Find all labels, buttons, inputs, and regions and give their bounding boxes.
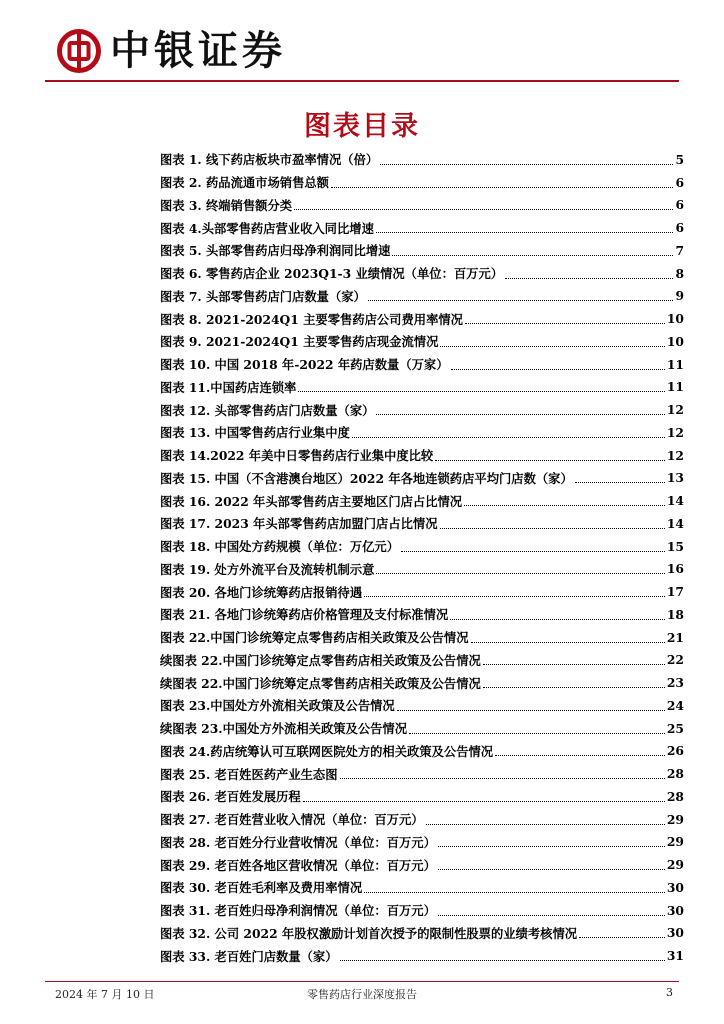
toc-entry-page[interactable]: 9	[675, 288, 684, 304]
toc-dot-leader	[376, 404, 664, 415]
toc-entry-label[interactable]: 图表 1. 线下药店板块市盈率情况（倍）	[160, 152, 379, 168]
toc-entry[interactable]	[160, 740, 684, 763]
toc-dot-leader	[380, 154, 673, 165]
footer-report-title: 零售药店行业深度报告	[307, 988, 417, 1001]
toc-entry[interactable]	[160, 285, 684, 308]
toc-dot-leader	[505, 268, 673, 279]
toc-dot-leader	[438, 905, 665, 916]
toc-entry[interactable]	[160, 489, 684, 512]
toc-entry[interactable]	[160, 649, 684, 672]
footer-date: 2024 年 7 月 10 日	[55, 988, 155, 1001]
toc-entry-label[interactable]: 图表 7. 头部零售药店门店数量（家）	[160, 288, 366, 304]
toc-entry[interactable]	[160, 216, 684, 239]
toc-entry-page[interactable]: 11	[666, 356, 684, 372]
toc-entry-page[interactable]: 30	[666, 925, 684, 941]
toc-entry-page[interactable]: 14	[666, 493, 684, 509]
toc-dot-leader	[376, 222, 674, 233]
toc-entry-label[interactable]: 图表 19. 处方外流平台及流转机制示意	[160, 561, 375, 577]
toc-entry-page[interactable]: 31	[666, 948, 684, 964]
toc-entry[interactable]	[160, 239, 684, 262]
toc-entry[interactable]	[160, 262, 684, 285]
toc-entry-label[interactable]: 图表 22.中国门诊统筹定点零售药店相关政策及公告情况	[160, 630, 469, 646]
toc-entry[interactable]	[160, 580, 684, 603]
toc-dot-leader	[575, 472, 665, 483]
toc-entry[interactable]	[160, 671, 684, 694]
toc-entry-label[interactable]: 图表 27. 老百姓营业收入情况（单位：百万元）	[160, 812, 424, 828]
toc-entry[interactable]	[160, 467, 684, 490]
toc-entry-label[interactable]: 图表 33. 老百姓门店数量（家）	[160, 948, 338, 964]
toc-entry[interactable]	[160, 831, 684, 854]
toc-entry-label[interactable]: 图表 6. 零售药店企业 2023Q1-3 业绩情况（单位：百万元）	[160, 266, 504, 282]
toc-entry[interactable]	[160, 717, 684, 740]
toc-entry-page[interactable]: 16	[666, 561, 684, 577]
toc-entry-page[interactable]: 29	[666, 834, 684, 850]
toc-entry-label[interactable]: 图表 2. 药品流通市场销售总额	[160, 175, 329, 191]
toc-entry[interactable]	[160, 376, 684, 399]
toc-entry-label[interactable]: 图表 21. 各地门诊统筹药店价格管理及支付标准情况	[160, 607, 449, 623]
toc-dot-leader	[426, 814, 665, 825]
toc-entry-page[interactable]: 21	[666, 629, 684, 645]
toc-dot-leader	[483, 654, 665, 665]
toc-entry-label[interactable]: 图表 23.中国处方外流相关政策及公告情况	[160, 698, 395, 714]
toc-entry-label[interactable]: 图表 25. 老百姓医药产业生态图	[160, 766, 338, 782]
toc-dot-leader	[451, 359, 665, 370]
toc-entry-page[interactable]: 30	[666, 902, 684, 918]
toc-entry-label[interactable]: 图表 8. 2021-2024Q1 主要零售药店公司费用率情况	[160, 311, 463, 327]
toc-entry-label[interactable]: 图表 26. 老百姓发展历程	[160, 789, 301, 805]
toc-entry-page[interactable]: 6	[675, 174, 684, 190]
page-header	[0, 0, 724, 90]
toc-dot-leader	[438, 859, 665, 870]
toc-entry-label[interactable]: 图表 9. 2021-2024Q1 主要零售药店现金流情况	[160, 334, 439, 350]
toc-entry[interactable]	[160, 922, 684, 945]
toc-dot-leader	[464, 495, 665, 506]
toc-entry[interactable]	[160, 876, 684, 899]
toc-entry-label[interactable]: 图表 11.中国药店连锁率	[160, 379, 297, 395]
toc-entry-page[interactable]: 18	[666, 606, 684, 622]
toc-entry-page[interactable]: 11	[666, 379, 684, 395]
toc-dot-leader	[397, 700, 665, 711]
toc-entry-page[interactable]: 26	[666, 743, 684, 759]
header-divider	[45, 80, 679, 82]
toc-entry-page[interactable]: 23	[666, 675, 684, 691]
toc-entry[interactable]	[160, 444, 684, 467]
toc-dot-leader	[483, 677, 665, 688]
page-title: 图表目录	[304, 111, 420, 142]
toc-entry-label[interactable]: 续图表 23.中国处方外流相关政策及公告情况	[160, 721, 408, 737]
toc-dot-leader	[440, 518, 665, 529]
toc-entry[interactable]	[160, 603, 684, 626]
toc-entry[interactable]	[160, 899, 684, 922]
toc-entry-page[interactable]: 28	[666, 788, 684, 804]
toc-dot-leader	[368, 290, 674, 301]
toc-entry-page[interactable]: 12	[666, 447, 684, 463]
footer-page-number: 3	[666, 986, 673, 999]
toc-entry-label[interactable]: 图表 10. 中国 2018 年-2022 年药店数量（万家）	[160, 357, 449, 373]
toc-entry[interactable]	[160, 330, 684, 353]
footer-divider	[45, 981, 679, 982]
toc-entry-page[interactable]: 10	[666, 311, 684, 327]
table-of-figures	[160, 148, 684, 967]
toc-entry[interactable]	[160, 853, 684, 876]
toc-dot-leader	[303, 791, 665, 802]
toc-dot-leader	[465, 313, 665, 324]
toc-entry[interactable]	[160, 626, 684, 649]
toc-entry-page[interactable]: 5	[675, 151, 684, 167]
toc-entry[interactable]	[160, 421, 684, 444]
toc-entry-page[interactable]: 17	[666, 584, 684, 600]
toc-entry-page[interactable]: 29	[666, 857, 684, 873]
toc-dot-leader	[401, 541, 665, 552]
toc-entry[interactable]	[160, 762, 684, 785]
toc-dot-leader	[392, 245, 673, 256]
toc-dot-leader	[435, 450, 665, 461]
toc-dot-leader	[376, 563, 664, 574]
toc-entry-label[interactable]: 图表 15. 中国（不含港澳台地区）2022 年各地连锁药店平均门店数（家）	[160, 470, 573, 486]
toc-dot-leader	[409, 723, 665, 734]
toc-entry-page[interactable]: 29	[666, 811, 684, 827]
toc-entry-label[interactable]: 图表 24.药店统筹认可互联网医院处方的相关政策及公告情况	[160, 743, 494, 759]
toc-entry[interactable]	[160, 944, 684, 967]
toc-entry-label[interactable]: 续图表 22.中国门诊统筹定点零售药店相关政策及公告情况	[160, 675, 481, 691]
toc-entry[interactable]	[160, 398, 684, 421]
toc-entry-page[interactable]: 28	[666, 766, 684, 782]
toc-entry[interactable]	[160, 194, 684, 217]
toc-entry-page[interactable]: 14	[666, 515, 684, 531]
toc-dot-leader	[331, 177, 673, 188]
toc-entry-label[interactable]: 图表 32. 公司 2022 年股权激励计划首次授予的限制性股票的业绩考核情况	[160, 925, 578, 941]
toc-entry-label[interactable]: 图表 31. 老百姓归母净利润情况（单位：百万元）	[160, 903, 436, 919]
toc-entry-page[interactable]: 30	[666, 879, 684, 895]
toc-dot-leader	[364, 586, 665, 597]
toc-entry-label[interactable]: 图表 28. 老百姓分行业营收情况（单位：百万元）	[160, 834, 436, 850]
toc-entry[interactable]	[160, 307, 684, 330]
toc-entry-label[interactable]: 图表 18. 中国处方药规模（单位：万亿元）	[160, 539, 400, 555]
toc-entry-label[interactable]: 续图表 22.中国门诊统筹定点零售药店相关政策及公告情况	[160, 652, 481, 668]
toc-entry[interactable]	[160, 353, 684, 376]
toc-entry[interactable]	[160, 808, 684, 831]
toc-dot-leader	[579, 927, 665, 938]
toc-dot-leader	[294, 199, 673, 210]
toc-entry[interactable]	[160, 694, 684, 717]
brand-name: 中银证券	[110, 27, 286, 74]
toc-entry-label[interactable]: 图表 29. 老百姓各地区营收情况（单位：百万元）	[160, 857, 436, 873]
toc-dot-leader	[440, 336, 665, 347]
toc-dot-leader	[450, 609, 665, 620]
toc-dot-leader	[438, 836, 665, 847]
toc-entry-label[interactable]: 图表 4.头部零售药店营业收入同比增速	[160, 220, 374, 236]
toc-entry-label[interactable]: 图表 5. 头部零售药店归母净利润同比增速	[160, 243, 391, 259]
toc-entry-page[interactable]: 6	[675, 197, 684, 213]
toc-dot-leader	[364, 882, 665, 893]
toc-entry-page[interactable]: 13	[666, 470, 684, 486]
toc-entry-page[interactable]: 7	[675, 242, 684, 258]
toc-dot-leader	[495, 745, 665, 756]
toc-entry-label[interactable]: 图表 3. 终端销售额分类	[160, 197, 293, 213]
toc-entry[interactable]	[160, 512, 684, 535]
toc-entry-label[interactable]: 图表 12. 头部零售药店门店数量（家）	[160, 402, 375, 418]
toc-dot-leader	[340, 768, 665, 779]
toc-entry-page[interactable]: 12	[666, 424, 684, 440]
toc-entry-page[interactable]: 24	[666, 697, 684, 713]
toc-entry-page[interactable]: 8	[675, 265, 684, 281]
toc-dot-leader	[298, 381, 665, 392]
toc-entry-label[interactable]: 图表 13. 中国零售药店行业集中度	[160, 425, 350, 441]
toc-entry-label[interactable]: 图表 30. 老百姓毛利率及费用率情况	[160, 880, 363, 896]
toc-entry[interactable]	[160, 148, 684, 171]
toc-entry[interactable]	[160, 171, 684, 194]
toc-entry-page[interactable]: 12	[666, 402, 684, 418]
toc-dot-leader	[352, 427, 665, 438]
toc-entry[interactable]	[160, 535, 684, 558]
toc-entry[interactable]	[160, 785, 684, 808]
toc-entry-label[interactable]: 图表 16. 2022 年头部零售药店主要地区门店占比情况	[160, 493, 463, 509]
toc-entry-label[interactable]: 图表 14.2022 年美中日零售药店行业集中度比较	[160, 448, 434, 464]
toc-entry-page[interactable]: 22	[666, 652, 684, 668]
toc-entry-page[interactable]: 15	[666, 538, 684, 554]
toc-dot-leader	[340, 950, 665, 961]
toc-entry[interactable]	[160, 558, 684, 581]
toc-entry-label[interactable]: 图表 20. 各地门诊统筹药店报销待遇	[160, 584, 363, 600]
toc-entry-page[interactable]: 10	[666, 333, 684, 349]
toc-dot-leader	[471, 632, 665, 643]
bank-of-china-logo-icon	[56, 28, 102, 74]
toc-entry-label[interactable]: 图表 17. 2023 年头部零售药店加盟门店占比情况	[160, 516, 438, 532]
toc-entry-page[interactable]: 25	[666, 720, 684, 736]
toc-entry-page[interactable]: 6	[675, 220, 684, 236]
